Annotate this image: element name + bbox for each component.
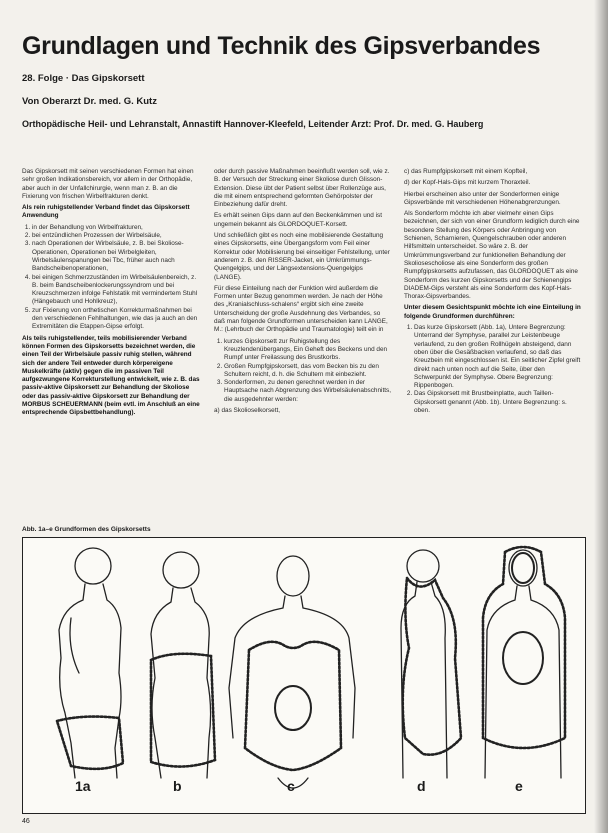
paragraph: [22, 335, 200, 418]
paragraph: oder durch passive Maßnahmen beeinflußt werden soll, wie z. B. der Versuch der Streckung einer Skoliose durch Glisson-Extension. Diese übt der Patient selbst über Rollenzüge aus, die mit einem entsprechend geformten Gehörpolster der Einbeziehung dafür dreht.: [214, 168, 390, 209]
paragraph: a) das Skolioselkorsett,: [214, 407, 281, 415]
list-item: 1. kurzes Gipskorsett zur Ruhigstellung des Kreuzlendenübergangs, Ein Geheft des Beckens und den Rumpf unter Freilassung des Brustkorbs.: [224, 338, 392, 363]
face-window-e: [512, 553, 534, 583]
institution-line: Orthopädische Heil- und Lehranstalt, Annastift Hannover-Kleefeld, Leitender Arzt: Prof. Dr. med. G. Hauberg: [22, 119, 484, 129]
paragraph: [404, 304, 582, 321]
paragraph: Für diese Einteilung nach der Funktion wird außerdem die Formen unter Bezug genommen werden. Je nach der Höhe des „Kranialschluss-schalens“ ergibt sich eine zweite Unterscheidung der große Ausdehnung des Verbandes, so daß man folgende Grundformen unterscheiden kann LANGE, M.: (Lehrbuch der Orthopädie und Traumatologie) teilt ein in: [214, 284, 388, 334]
paragraph: Hierbei erscheinen also unter der Sonderformen einige Gipsverbände mit verschiedenen Höhenabgrenzungen.: [404, 190, 561, 206]
form-list: [214, 338, 392, 404]
figure-drawing: [23, 538, 587, 815]
list-item: 2. bei entzündlichen Prozessen der Wirbelsäule,: [32, 232, 200, 240]
abdominal-window-c: [275, 686, 311, 730]
list-item: 4. bei einigen Schmerzzuständen im Wirbelsäulenbereich, z. B. beim Bandscheibenlockerungssyndrom und bei Kreuzschmerzen infolge Fehlstatik mit vermindertem Stuhl (Hängebauch und Hohlkreuz),: [32, 274, 200, 307]
corset-b: [151, 654, 215, 767]
list-item: 1. Das kurze Gipskorsett (Abb. 1a), Untere Begrenzung: Unterrand der Symphyse, parallel zur Leistenbeuge verlaufend, zu den großen Rollhügeln absteigend, dann oben über die Gesäßbacken verlaufend, so daß das Kreuzbein mit eingeschlossen ist. Ein seitlicher Zipfel greift direkt nach unten noch auf die Seite, über den Schwerpunkt der Symphyse. Obere Begrenzung: Rippenbogen.: [414, 324, 582, 390]
article-title: Grundlagen und Technik des Gipsverbandes: [22, 32, 541, 60]
bold-text: Als rein ruhigstellender Verband findet das Gipskorsett Anwendung: [22, 204, 190, 220]
list-item: 1. in der Behandlung von Wirbelfrakturen,: [32, 224, 200, 232]
paragraph: Als Sonderform möchte ich aber vielmehr einen Gips bezeichnen, der sich von einer Grundform lediglich durch eine besondere Stellung des Körpers oder Anbringung von Schienen, Scharnieren, Quengelschrauben oder anderen Hilfsmitteln unterscheidet. So wäre z. B. der Umkrümmungsverband zur funktionellen Behandlung der Skoliosescholiose als eine Sonderform des großen Rumpfgipskorsetts aufzufassen, das GLORDOQUET als eine Sonderform des kurzen Gipskorsetts und der Schienengips DIADEM-Gips versteht als eine Sonderform des Kopf-Hals-Thorax-Gipsverbandes.: [404, 210, 580, 301]
page-edge-shadow: [594, 0, 608, 833]
figure-label-c: c: [287, 778, 295, 794]
torso-b: [151, 552, 211, 778]
bold-text: Unter diesem Gesichtspunkt möchte ich eine Einteilung in folgende Grundformen durchführen:: [404, 304, 581, 320]
figure-label-d: d: [417, 778, 426, 794]
figure-caption: Abb. 1a–e Grundformen des Gipskorsetts: [22, 526, 151, 533]
corset-c: [245, 642, 341, 770]
list-item: 2. Das Gipskorsett mit Brustbeinplatte, auch Taillen-Gipskorsett genannt (Abb. 1b). Untere Begrenzung: s. oben.: [414, 390, 582, 415]
figure-label-b: b: [173, 778, 182, 794]
text-column-2: [214, 168, 392, 418]
chest-window-e: [503, 632, 543, 684]
paragraph: Und schließlich gibt es noch eine mobilisierende Gestaltung eines Gipskorsetts, eine Übergangsform vom Feil einer Korrektur oder Mobilisierung bei einseitiger Fehlstellung, unter anderem z. B. den RISSER-Jacket, ein Umkrümmungs-Quengelgips, und der Längsextensions-Quengelgips (LANGE).: [214, 232, 390, 281]
paragraph: c) das Rumpfgipskorsett mit einem Kopfteil,: [404, 168, 528, 175]
figure-label-e: e: [515, 778, 523, 794]
paragraph: Das Gipskorsett mit seinen verschiedenen Formen hat einen sehr großen Indikationsbereich, vor allem in der Orthopädie, aber auch in der Unfallchirurgie, wenn man z. B. an die Fixierung von frischen Wirbelfrakturen denkt.: [22, 168, 194, 200]
torso-d: [401, 550, 447, 778]
paragraph: [22, 204, 200, 221]
list-item: 3. Sonderformen, zu denen gerechnet werden in der Hauptsache nach Abgrenzung des Wirbelsäulenabschnitts, die ausgedehnter werden:: [224, 379, 392, 404]
bold-text: Als teils ruhigstellender, teils mobilisierender Verband können Formen des Gipskorsetts bezeichnet werden, die einen Teil der Wirbelsäule passiv ruhig stellen, während sich der andere Teil entweder durch körpereigene Muskelkräfte (aktiv) gegen die im passiven Teil aufgezwungene Korrekturstellung entwickelt, wie z. B. das passiv-aktive Gipskorsett zur Behandlung der Skoliose oder das passiv-aktive Gipskorsett zur Behandlung der MORBUS SCHEUERMANN (beim evtl. im Anschluß an eine entsprechende Gipsbettbehandlung).: [22, 334, 200, 417]
indication-list: [22, 224, 200, 332]
author-line: Von Oberarzt Dr. med. G. Kutz: [22, 96, 157, 107]
corset-d: [403, 578, 461, 755]
torso-1a: [59, 548, 121, 778]
series-line: 28. Folge · Das Gipskorsett: [22, 73, 145, 84]
basic-forms-list: [404, 324, 582, 415]
list-item: 2. Großen Rumpfgipskorsett, das vom Becken bis zu den Schultern reicht, d. h. die Schultern mit einbezieht.: [224, 363, 392, 380]
list-item: 5. zur Fixierung von orthetischen Korrekturmaßnahmen bei den verschiedenen Fehlhaltungen, wie das ja auch an den Extremitäten die Etappen-Gipse erfolgt.: [32, 307, 200, 332]
cast-e: [483, 547, 565, 748]
page-number: 46: [22, 818, 30, 825]
paragraph: d) der Kopf-Hals-Gips mit kurzem Thoraxteil.: [404, 179, 531, 187]
figure-label-1a: 1a: [75, 778, 91, 794]
text-column-1: [22, 168, 200, 421]
figure-illustration: [22, 537, 586, 814]
paragraph: Es erhält seinen Gips dann auf den Beckenkämmen und ist ungemein bekannt als GLORDOQUET-Korsett.: [214, 212, 383, 228]
text-column-3: [404, 168, 582, 418]
list-item: 3. nach Operationen der Wirbelsäule, z. B. bei Skoliose-Operationen, Operationen bei Wirbelgleiten, Wirbelsäulenspanungen bei Tbc, früher auch nach Bandscheibenoperationen,: [32, 240, 200, 273]
